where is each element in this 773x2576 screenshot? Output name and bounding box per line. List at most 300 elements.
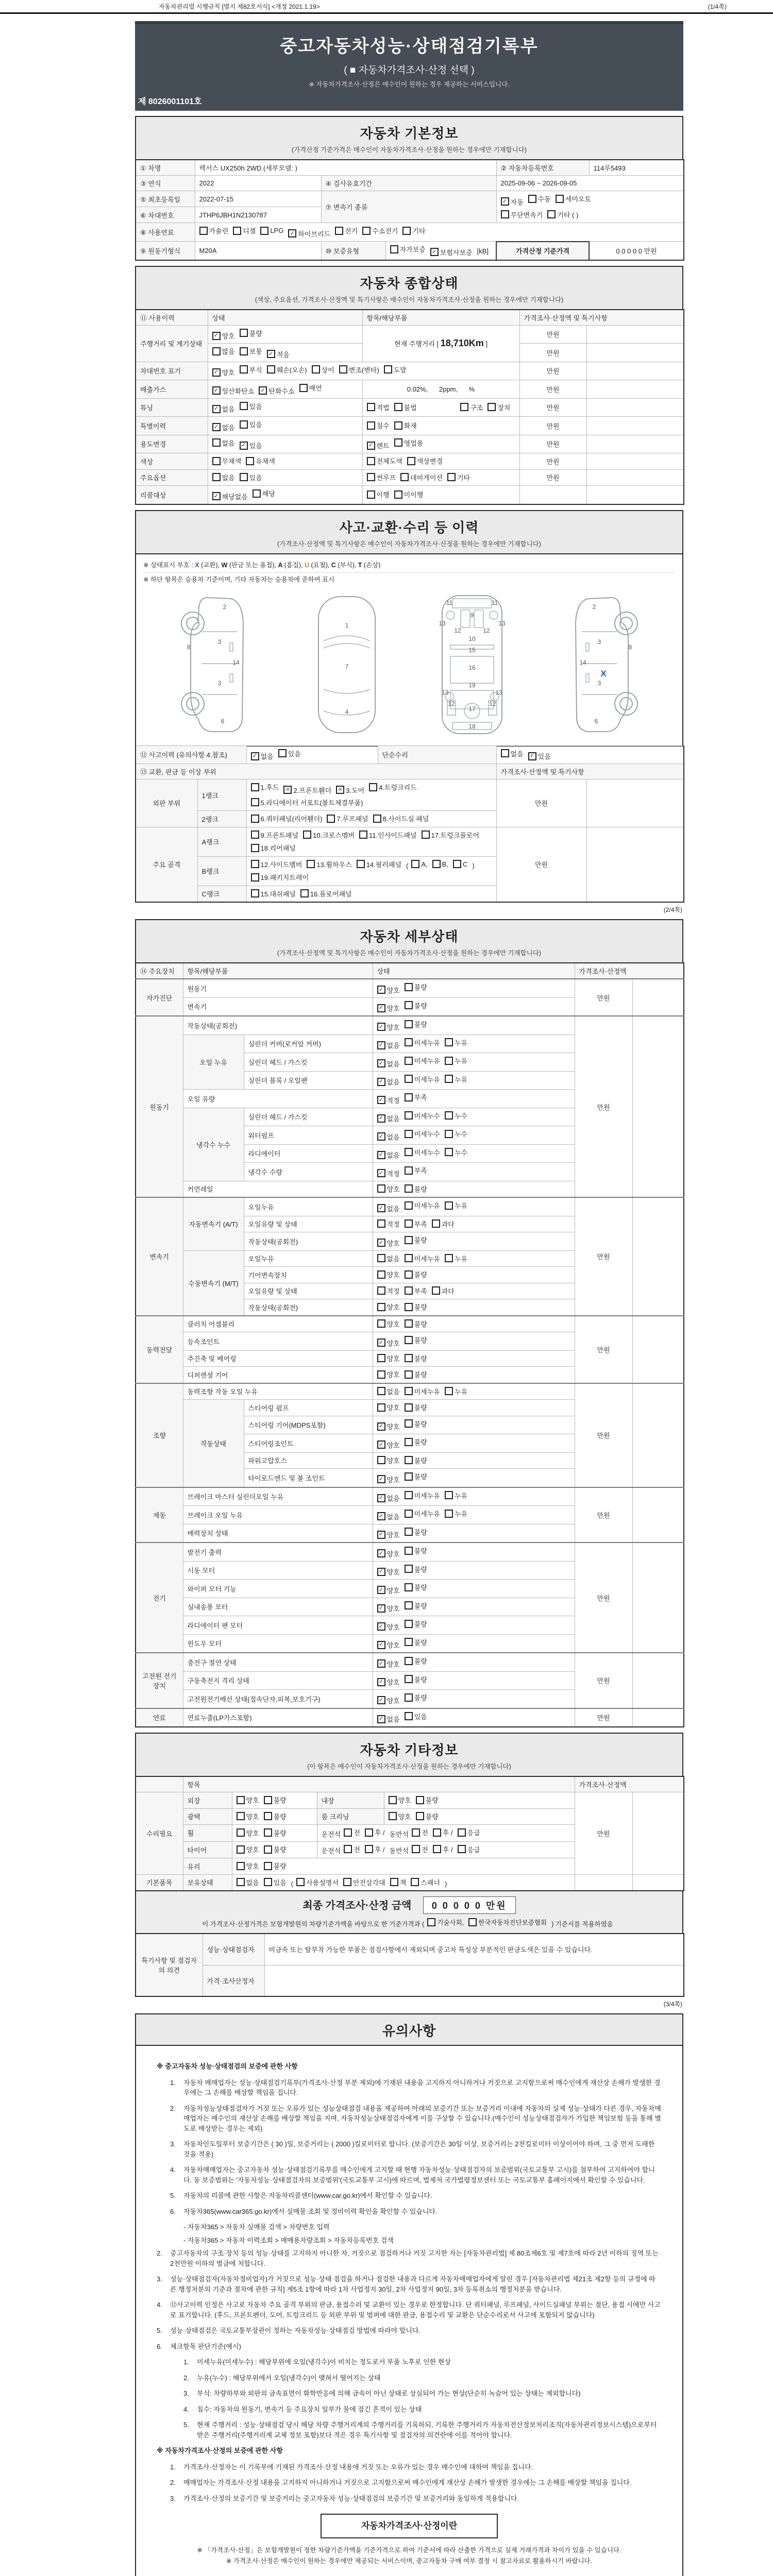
checkbox-option[interactable] [357, 859, 401, 869]
checkbox-option[interactable] [264, 1877, 287, 1887]
checkbox-option[interactable] [405, 982, 427, 992]
checkbox[interactable] [251, 815, 259, 823]
checkbox[interactable] [264, 1796, 272, 1804]
checkbox-option[interactable] [377, 1269, 400, 1279]
checkbox[interactable] [377, 1568, 385, 1576]
checkbox[interactable] [212, 492, 221, 500]
checkbox-option[interactable] [377, 1696, 400, 1705]
checkbox-option[interactable] [377, 1253, 400, 1263]
checkbox[interactable] [199, 227, 208, 235]
checkbox-option[interactable] [267, 349, 290, 359]
checkbox[interactable] [233, 227, 241, 235]
checkbox[interactable] [405, 1387, 413, 1395]
checkbox[interactable] [528, 195, 536, 203]
checkbox-option[interactable] [377, 1603, 400, 1613]
checkbox-option[interactable] [501, 197, 524, 207]
checkbox-option[interactable] [377, 1622, 400, 1632]
checkbox-option[interactable] [377, 1512, 400, 1521]
checkbox[interactable] [357, 860, 365, 868]
checkbox-option[interactable] [377, 1386, 400, 1396]
checkbox-option[interactable] [373, 814, 429, 823]
checkbox-option[interactable] [377, 1319, 400, 1329]
checkbox-option[interactable] [433, 1844, 453, 1854]
checkbox[interactable] [377, 1622, 385, 1631]
checkbox[interactable] [377, 1096, 385, 1104]
checkbox[interactable] [405, 1201, 413, 1210]
checkbox-option[interactable] [458, 1844, 480, 1854]
checkbox-option[interactable] [412, 1827, 428, 1837]
checkbox[interactable] [405, 1675, 413, 1683]
checkbox-option[interactable] [251, 751, 274, 761]
checkbox[interactable] [359, 831, 367, 839]
checkbox[interactable] [267, 350, 275, 358]
checkbox-option[interactable] [445, 1074, 467, 1084]
checkbox[interactable] [377, 1132, 385, 1141]
checkbox-option[interactable] [377, 1585, 400, 1595]
checkbox-option[interactable] [411, 1877, 440, 1887]
checkbox[interactable] [377, 1286, 385, 1295]
checkbox[interactable] [264, 1812, 272, 1820]
checkbox-option[interactable] [377, 1150, 400, 1160]
checkbox[interactable] [212, 423, 221, 431]
checkbox[interactable] [405, 1491, 413, 1499]
checkbox-option[interactable] [251, 889, 296, 899]
checkbox-option[interactable] [377, 1077, 400, 1087]
checkbox[interactable] [377, 1114, 385, 1123]
checkbox-option[interactable] [377, 1369, 400, 1379]
checkbox[interactable] [405, 1020, 413, 1028]
checkbox-option[interactable] [405, 1692, 427, 1702]
checkbox[interactable] [394, 438, 402, 447]
checkbox-option[interactable] [394, 489, 424, 499]
checkbox[interactable] [547, 210, 556, 218]
checkbox-option[interactable] [547, 210, 578, 219]
checkbox[interactable] [405, 1638, 413, 1646]
checkbox[interactable] [377, 1403, 385, 1412]
checkbox-option[interactable] [199, 226, 229, 235]
checkbox-option[interactable] [445, 1509, 467, 1518]
checkbox-option[interactable] [416, 1811, 439, 1821]
checkbox[interactable] [405, 1403, 413, 1412]
checkbox[interactable] [212, 386, 221, 395]
checkbox-option[interactable] [394, 438, 424, 448]
checkbox-option[interactable] [405, 1184, 427, 1194]
checkbox-option[interactable] [377, 1238, 400, 1248]
checkbox-option[interactable] [445, 1038, 467, 1047]
checkbox-option[interactable] [405, 1711, 427, 1721]
checkbox-option[interactable] [432, 1286, 455, 1296]
checkbox-option[interactable] [365, 1844, 385, 1854]
checkbox[interactable] [501, 749, 509, 757]
checkbox[interactable] [445, 1148, 453, 1156]
checkbox[interactable] [405, 1286, 413, 1295]
checkbox-option[interactable] [377, 1567, 400, 1577]
checkbox[interactable] [405, 1510, 413, 1518]
checkbox-option[interactable] [377, 1455, 400, 1465]
checkbox-option[interactable] [251, 830, 299, 840]
checkbox-option[interactable] [288, 229, 330, 239]
checkbox-option[interactable] [422, 830, 479, 840]
checkbox-option[interactable] [394, 420, 417, 430]
checkbox-option[interactable] [377, 1338, 400, 1348]
checkbox-option[interactable] [377, 1184, 400, 1194]
checkbox-option[interactable] [212, 367, 235, 377]
checkbox[interactable] [367, 473, 375, 481]
checkbox-option[interactable] [445, 1253, 467, 1263]
checkbox-option[interactable] [377, 1022, 400, 1032]
checkbox[interactable] [377, 1370, 385, 1379]
checkbox-option[interactable] [377, 1640, 400, 1650]
checkbox-option[interactable] [237, 1828, 259, 1838]
checkbox[interactable] [377, 1456, 385, 1464]
checkbox[interactable] [377, 1659, 385, 1668]
checkbox[interactable] [405, 1303, 413, 1311]
checkbox[interactable] [394, 421, 402, 430]
checkbox-option[interactable] [344, 1844, 360, 1854]
checkbox[interactable] [367, 490, 375, 499]
checkbox-option[interactable] [251, 814, 323, 823]
checkbox[interactable] [267, 365, 275, 374]
checkbox-option[interactable] [405, 1269, 427, 1279]
checkbox[interactable] [264, 1845, 272, 1854]
checkbox-option[interactable] [405, 1353, 427, 1363]
checkbox-option[interactable] [237, 1795, 259, 1805]
checkbox-option[interactable] [405, 1656, 427, 1666]
checkbox[interactable] [377, 1204, 385, 1212]
checkbox[interactable] [259, 386, 267, 395]
checkbox-option[interactable] [365, 1827, 385, 1837]
checkbox[interactable] [394, 403, 402, 411]
checkbox-option[interactable] [405, 1019, 427, 1029]
checkbox-option[interactable] [339, 365, 379, 375]
checkbox-option[interactable] [377, 1113, 400, 1123]
checkbox-option[interactable] [445, 1386, 467, 1396]
checkbox[interactable] [405, 1693, 413, 1702]
checkbox[interactable] [377, 1270, 385, 1279]
checkbox-option[interactable] [468, 1918, 547, 1927]
checkbox[interactable] [468, 1918, 477, 1926]
checkbox[interactable] [528, 752, 536, 760]
checkbox-option[interactable] [402, 226, 425, 235]
checkbox-option[interactable] [405, 1527, 427, 1537]
checkbox-option[interactable] [233, 226, 256, 235]
checkbox[interactable] [237, 1828, 245, 1837]
checkbox[interactable] [377, 1512, 385, 1520]
checkbox-option[interactable] [389, 1795, 411, 1805]
checkbox-option[interactable] [377, 1530, 400, 1539]
checkbox[interactable] [447, 473, 456, 481]
checkbox-option[interactable] [367, 402, 390, 412]
checkbox-option[interactable] [377, 1132, 400, 1142]
checkbox[interactable] [240, 442, 248, 450]
checkbox-option[interactable] [240, 472, 262, 482]
checkbox-option[interactable] [212, 331, 235, 341]
checkbox-option[interactable] [445, 1129, 467, 1139]
checkbox-option[interactable] [405, 1419, 427, 1429]
checkbox[interactable] [405, 1166, 413, 1175]
checkbox-option[interactable] [212, 438, 235, 448]
checkbox-option[interactable] [377, 1168, 400, 1178]
checkbox-option[interactable] [458, 1827, 480, 1837]
checkbox[interactable] [384, 365, 392, 374]
checkbox-option[interactable] [405, 1546, 427, 1555]
checkbox[interactable] [251, 889, 259, 897]
checkbox-option[interactable] [240, 365, 262, 375]
checkbox[interactable] [488, 403, 496, 411]
checkbox[interactable] [377, 986, 385, 994]
checkbox-option[interactable] [405, 1056, 440, 1065]
checkbox-option[interactable] [362, 226, 398, 235]
checkbox[interactable] [377, 1254, 385, 1262]
checkbox-option[interactable] [237, 1844, 259, 1854]
checkbox[interactable] [405, 1712, 413, 1720]
checkbox-option[interactable] [416, 1795, 439, 1805]
checkbox[interactable] [251, 873, 259, 882]
checkbox[interactable] [336, 786, 344, 794]
checkbox-option[interactable] [212, 386, 255, 396]
checkbox-option[interactable] [405, 1455, 427, 1465]
checkbox[interactable] [367, 403, 375, 411]
checkbox-option[interactable] [212, 346, 235, 356]
checkbox[interactable] [377, 1023, 385, 1031]
checkbox-option[interactable] [312, 365, 334, 375]
checkbox[interactable] [367, 457, 375, 465]
checkbox[interactable] [377, 1219, 385, 1228]
checkbox[interactable] [412, 1828, 420, 1837]
checkbox[interactable] [365, 1828, 373, 1837]
checkbox[interactable] [283, 786, 292, 794]
checkbox[interactable] [212, 405, 221, 413]
checkbox-option[interactable] [253, 488, 275, 498]
checkbox-option[interactable] [405, 1619, 427, 1629]
checkbox[interactable] [405, 1657, 413, 1665]
checkbox-option[interactable] [405, 1092, 427, 1102]
checkbox[interactable] [405, 1565, 413, 1573]
checkbox-option[interactable] [405, 1601, 427, 1611]
checkbox[interactable] [405, 1184, 413, 1193]
checkbox[interactable] [407, 457, 415, 465]
checkbox[interactable] [416, 1796, 424, 1804]
checkbox[interactable] [405, 1456, 413, 1464]
checkbox[interactable] [405, 1130, 413, 1138]
checkbox[interactable] [501, 210, 509, 218]
checkbox-option[interactable] [377, 1659, 400, 1669]
checkbox[interactable] [237, 1862, 245, 1870]
checkbox-option[interactable] [377, 1095, 400, 1105]
checkbox[interactable] [237, 1796, 245, 1804]
checkbox[interactable] [260, 227, 268, 235]
checkbox-option[interactable] [556, 194, 591, 204]
checkbox[interactable] [458, 1828, 466, 1837]
checkbox[interactable] [240, 473, 248, 481]
checkbox-option[interactable] [377, 1040, 400, 1050]
checkbox[interactable] [405, 1075, 413, 1083]
checkbox-option[interactable] [501, 210, 543, 219]
checkbox[interactable] [389, 1796, 397, 1804]
checkbox-option[interactable] [377, 1493, 400, 1503]
checkbox-option[interactable] [528, 751, 551, 761]
checkbox[interactable] [377, 1169, 385, 1177]
checkbox[interactable] [253, 489, 261, 498]
checkbox[interactable] [367, 442, 375, 450]
checkbox[interactable] [303, 831, 311, 839]
checkbox[interactable] [377, 1494, 385, 1502]
checkbox-option[interactable] [251, 859, 303, 869]
checkbox-option[interactable] [432, 860, 448, 868]
checkbox[interactable] [405, 1270, 413, 1279]
checkbox[interactable] [445, 1038, 453, 1046]
checkbox-option[interactable] [336, 785, 364, 795]
checkbox[interactable] [405, 1057, 413, 1065]
checkbox[interactable] [212, 473, 221, 481]
checkbox-option[interactable] [212, 492, 248, 501]
checkbox-option[interactable] [405, 1219, 427, 1229]
checkbox-option[interactable] [412, 1844, 428, 1854]
checkbox[interactable] [240, 329, 248, 337]
checkbox-option[interactable] [299, 383, 322, 393]
checkbox[interactable] [251, 860, 259, 868]
checkbox[interactable] [433, 1828, 441, 1837]
checkbox[interactable] [445, 1387, 453, 1395]
checkbox[interactable] [422, 831, 430, 839]
checkbox-option[interactable] [240, 440, 262, 450]
checkbox-option[interactable] [377, 1204, 400, 1213]
checkbox-option[interactable] [251, 782, 279, 792]
checkbox-option[interactable] [259, 386, 294, 396]
checkbox[interactable] [377, 1354, 385, 1362]
checkbox[interactable] [377, 1078, 385, 1086]
checkbox[interactable] [377, 1440, 385, 1449]
checkbox-option[interactable] [384, 365, 407, 375]
checkbox[interactable] [405, 1254, 413, 1262]
checkbox-option[interactable] [260, 227, 283, 235]
checkbox-option[interactable] [405, 1471, 427, 1481]
checkbox-option[interactable] [367, 456, 402, 466]
checkbox[interactable] [367, 421, 375, 430]
checkbox-option[interactable] [405, 1235, 427, 1245]
checkbox-option[interactable] [264, 1828, 287, 1838]
checkbox[interactable] [212, 438, 221, 447]
checkbox-option[interactable] [430, 247, 473, 257]
checkbox-option[interactable] [377, 1421, 400, 1431]
checkbox[interactable] [390, 245, 398, 253]
checkbox[interactable] [237, 1812, 245, 1820]
checkbox-option[interactable] [528, 194, 551, 204]
checkbox-option[interactable] [377, 1677, 400, 1687]
checkbox-option[interactable] [344, 1827, 360, 1837]
checkbox[interactable] [405, 1219, 413, 1228]
checkbox[interactable] [430, 248, 439, 256]
checkbox[interactable] [264, 1828, 272, 1837]
checkbox[interactable] [405, 983, 413, 991]
checkbox[interactable] [405, 1620, 413, 1628]
checkbox-option[interactable] [411, 860, 427, 868]
checkbox[interactable] [377, 1303, 385, 1311]
checkbox-option[interactable] [445, 1490, 467, 1500]
checkbox[interactable] [365, 1845, 373, 1853]
checkbox[interactable] [296, 1878, 305, 1886]
checkbox-option[interactable] [367, 472, 396, 482]
checkbox[interactable] [377, 1319, 385, 1328]
checkbox-option[interactable] [267, 365, 307, 375]
checkbox-option[interactable] [237, 1861, 259, 1871]
checkbox[interactable] [458, 1845, 466, 1853]
checkbox[interactable] [344, 1845, 352, 1853]
checkbox-option[interactable] [405, 1319, 427, 1329]
checkbox-option[interactable] [405, 1111, 440, 1121]
checkbox-option[interactable] [488, 402, 510, 412]
checkbox-option[interactable] [433, 1827, 453, 1837]
checkbox-option[interactable] [377, 985, 400, 995]
checkbox-option[interactable] [400, 472, 443, 482]
checkbox-option[interactable] [343, 1877, 385, 1887]
checkbox-option[interactable] [377, 1549, 400, 1558]
checkbox[interactable] [445, 1510, 453, 1518]
checkbox-option[interactable] [367, 440, 390, 450]
checkbox-option[interactable] [453, 860, 467, 868]
checkbox-option[interactable] [307, 859, 351, 869]
checkbox[interactable] [377, 1004, 385, 1012]
checkbox-option[interactable] [377, 1302, 400, 1312]
checkbox-option[interactable] [240, 328, 262, 338]
checkbox[interactable] [377, 1678, 385, 1686]
checkbox-option[interactable] [367, 489, 390, 499]
checkbox[interactable] [405, 1319, 413, 1328]
checkbox[interactable] [343, 1878, 351, 1886]
checkbox-option[interactable] [327, 814, 368, 823]
checkbox[interactable] [377, 1059, 385, 1067]
checkbox-option[interactable] [405, 1253, 440, 1263]
checkbox[interactable] [377, 1387, 385, 1395]
checkbox-option[interactable] [264, 1795, 287, 1805]
checkbox[interactable] [405, 1547, 413, 1555]
checkbox[interactable] [405, 1236, 413, 1244]
checkbox-option[interactable] [246, 456, 275, 466]
checkbox-option[interactable] [237, 1877, 259, 1887]
checkbox[interactable] [377, 1422, 385, 1431]
checkbox[interactable] [389, 1812, 397, 1820]
checkbox[interactable] [405, 1438, 413, 1446]
checkbox-option[interactable] [445, 1111, 467, 1121]
checkbox[interactable] [237, 1878, 245, 1886]
checkbox[interactable] [212, 332, 221, 340]
checkbox[interactable] [377, 1715, 385, 1723]
checkbox-option[interactable] [407, 456, 443, 466]
checkbox[interactable] [432, 1219, 440, 1228]
checkbox[interactable] [405, 1001, 413, 1009]
checkbox-option[interactable] [264, 1861, 287, 1871]
checkbox-option[interactable] [367, 420, 390, 430]
checkbox-option[interactable] [445, 1147, 467, 1157]
checkbox[interactable] [405, 1336, 413, 1344]
checkbox[interactable] [312, 365, 320, 374]
checkbox-option[interactable] [377, 1003, 400, 1013]
checkbox[interactable] [433, 1845, 441, 1853]
checkbox[interactable] [307, 860, 315, 868]
checkbox-option[interactable] [432, 1219, 455, 1229]
checkbox[interactable] [427, 1918, 435, 1926]
checkbox[interactable] [501, 197, 509, 206]
checkbox-option[interactable] [377, 1402, 400, 1412]
checkbox-option[interactable] [501, 749, 524, 758]
checkbox-option[interactable] [377, 1353, 400, 1363]
checkbox[interactable] [390, 1878, 398, 1886]
checkbox[interactable] [251, 798, 259, 806]
checkbox[interactable] [445, 1254, 453, 1262]
checkbox-option[interactable] [283, 785, 331, 795]
checkbox[interactable] [251, 752, 259, 760]
checkbox[interactable] [460, 403, 468, 411]
